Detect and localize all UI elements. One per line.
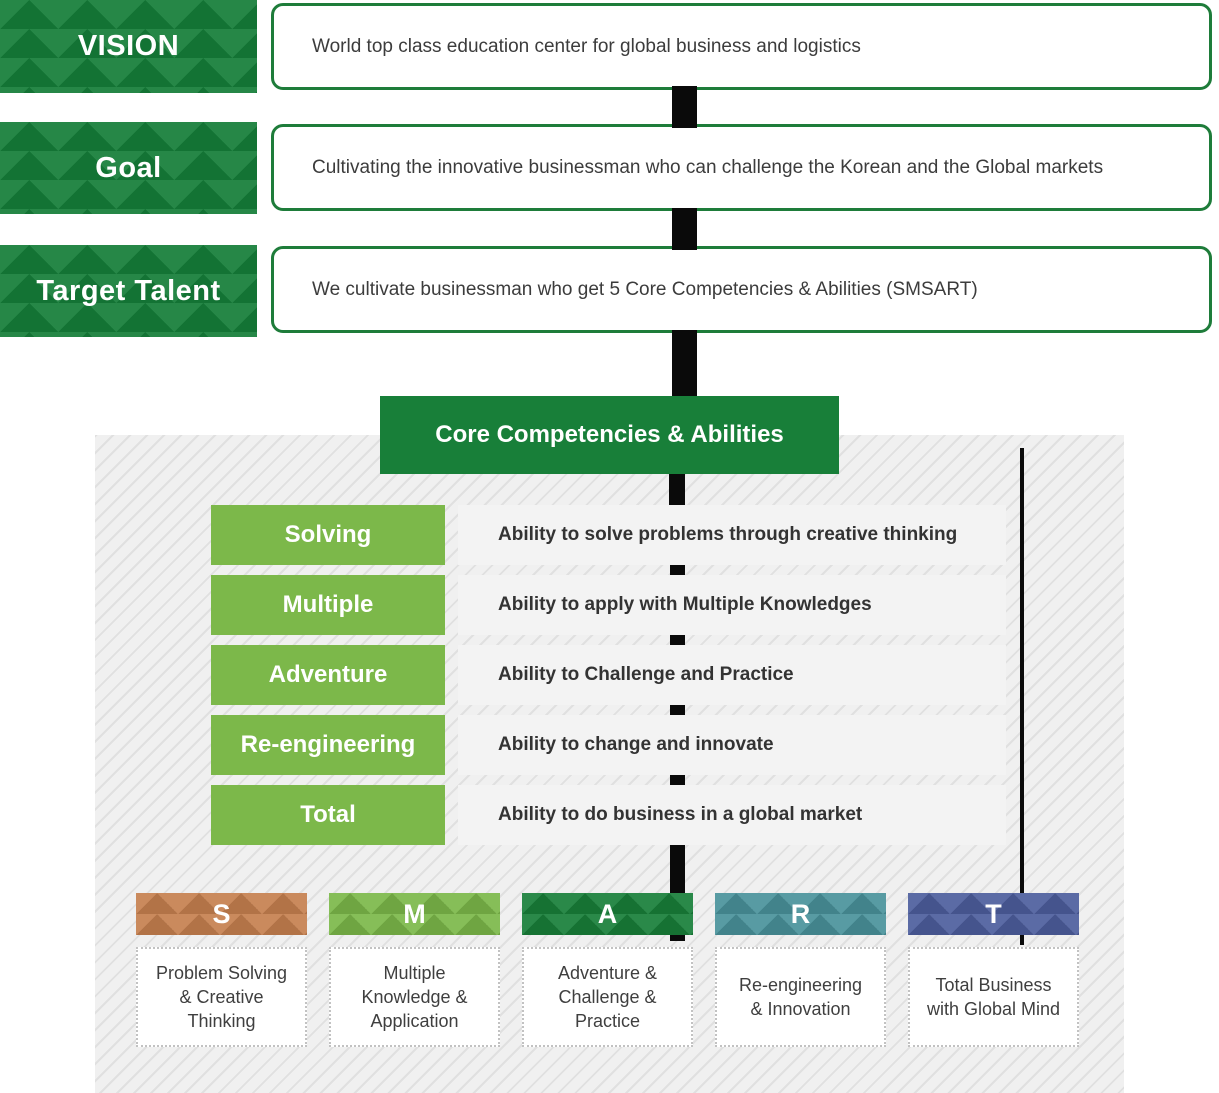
competency-row-description-reengineering (458, 715, 1006, 775)
competency-row-label-solving (211, 505, 445, 565)
connector-goal-target (672, 208, 697, 250)
connector-row-gap-4 (670, 775, 685, 785)
connector-row-gap-2 (670, 635, 685, 645)
connector-target-core (672, 330, 697, 396)
smart-letter-m (329, 893, 500, 935)
smart-letter-t (908, 893, 1079, 935)
connector-row-gap-3 (670, 705, 685, 715)
row-label-text: Adventure (268, 661, 388, 688)
target-talent-label (0, 245, 257, 337)
competency-row-label-adventure (211, 645, 445, 705)
competency-row-description-solving (458, 505, 1006, 565)
smart-description-m (329, 947, 500, 1047)
connector-core-rows (669, 472, 685, 506)
smart-description-a (522, 947, 693, 1047)
smart-letter-s (136, 893, 307, 935)
target-talent-text-box (271, 246, 1212, 333)
vision-label-text: VISION (77, 30, 180, 62)
connector-row-gap-1 (670, 565, 685, 575)
row-desc-text: Ability to Challenge and Practice (498, 664, 794, 685)
smart-letter-r (715, 893, 886, 935)
row-label-text: Re-engineering (240, 731, 416, 758)
vision-label (0, 0, 257, 93)
competency-row-label-multiple (211, 575, 445, 635)
row-label-text: Solving (284, 521, 372, 548)
row-desc-text: Ability to solve problems through creative thinking (498, 524, 958, 545)
vision-text-box (271, 3, 1212, 90)
vision-text: World top class education center for global business and logistics (312, 35, 861, 57)
connector-vision-goal (672, 86, 697, 128)
target-talent-text: We cultivate businessman who get 5 Core Competencies & Abilities (SMSART) (312, 278, 978, 300)
row-label-text: Total (300, 801, 356, 828)
row-desc-text: Ability to change and innovate (498, 734, 774, 755)
core-competencies-header-text: Core Competencies & Abilities (435, 421, 784, 448)
vertical-accent-line (1020, 448, 1024, 945)
smart-letter-text: M (403, 898, 426, 929)
smart-letter-text: R (790, 898, 811, 929)
row-desc-text: Ability to do business in a global market (498, 804, 863, 825)
smart-desc-text: Adventure & Challenge & Practice (557, 962, 658, 1032)
goal-text-box (271, 124, 1212, 211)
goal-label-text: Goal (95, 151, 162, 184)
competency-row-description-total (458, 785, 1006, 845)
smart-description-s (136, 947, 307, 1047)
smart-desc-text: Problem Solving & Creative Thinking (155, 962, 288, 1032)
row-label-text: Multiple (282, 591, 374, 618)
goal-label (0, 122, 257, 214)
target-talent-label-text: Target Talent (36, 274, 221, 307)
smart-desc-text: Multiple Knowledge & Application (361, 962, 468, 1032)
competency-row-label-reengineering (211, 715, 445, 775)
smart-description-r (715, 947, 886, 1047)
smart-desc-text: Re-engineering & Innovation (738, 974, 863, 1019)
smart-letter-text: A (597, 898, 618, 929)
smart-description-t (908, 947, 1079, 1047)
smart-desc-text: Total Business with Global Mind (926, 974, 1061, 1019)
core-competencies-header (380, 396, 839, 474)
row-desc-text: Ability to apply with Multiple Knowledges (498, 594, 872, 615)
smart-letter-text: T (985, 898, 1002, 929)
smart-letter-a (522, 893, 693, 935)
competency-row-label-total (211, 785, 445, 845)
competency-row-description-adventure (458, 645, 1006, 705)
smart-letter-text: S (212, 898, 231, 929)
goal-text: Cultivating the innovative businessman who can challenge the Korean and the Global markets (312, 156, 1104, 178)
competency-row-description-multiple (458, 575, 1006, 635)
